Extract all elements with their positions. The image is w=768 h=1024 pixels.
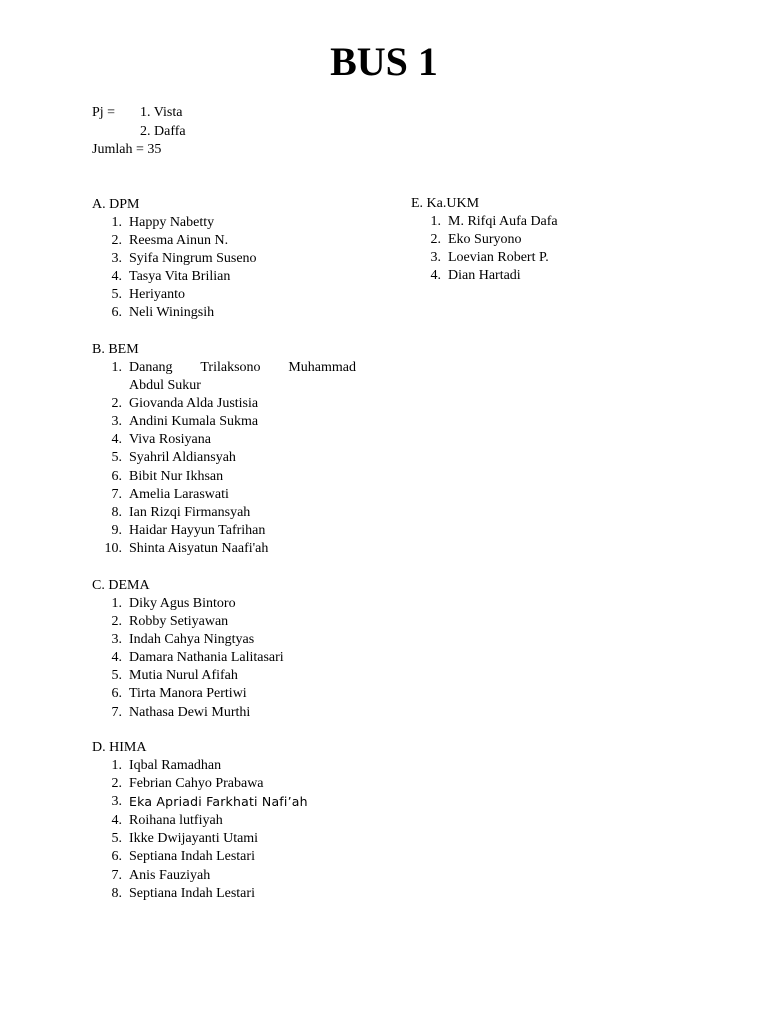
item-number: 1.: [111, 360, 122, 375]
item-name: Mutia Nurul Afifah: [129, 668, 238, 684]
item-name: Happy Nabetty: [129, 215, 215, 230]
item-name: Diky Agus Bintoro: [129, 596, 236, 611]
list-item: [411, 231, 558, 249]
item-number: 4.: [430, 268, 441, 284]
item-name: Andini Kumala Sukma: [129, 414, 259, 430]
item-name: Robby Setiyawan: [129, 614, 229, 630]
item-name: Shinta Aisyatun Naafi'ah: [129, 540, 269, 556]
item-number: 6.: [111, 686, 122, 702]
total-count: Jumlah = 35: [92, 142, 162, 157]
item-number: 1.: [111, 215, 122, 230]
name-list: [92, 757, 308, 903]
list-item: [92, 775, 308, 793]
item-name: Giovanda Alda Justisia: [129, 396, 259, 412]
list-item: [92, 812, 308, 830]
item-number: 5.: [111, 831, 122, 847]
item-number: 3.: [111, 414, 122, 430]
item-name: Loevian Robert P.: [448, 250, 549, 266]
item-number: 5.: [111, 287, 122, 303]
item-number: 5.: [111, 450, 122, 466]
list-item: [92, 613, 284, 631]
item-number: 7.: [111, 867, 122, 883]
item-name: Heriyanto: [129, 287, 185, 303]
list-item: [92, 793, 308, 812]
list-item: [92, 649, 284, 667]
item-name: Septiana Indah Lestari: [129, 885, 255, 901]
item-number: 4.: [111, 269, 122, 285]
item-name: Ian Rizqi Firmansyah: [129, 504, 251, 520]
list-item: [92, 250, 257, 268]
item-name: Viva Rosiyana: [129, 432, 211, 448]
list-item: [92, 268, 257, 286]
item-name: Damara Nathania Lalitasari: [129, 650, 284, 666]
list-item: [92, 595, 284, 613]
item-name: Anis Fauziyah: [129, 867, 211, 883]
list-item: [92, 449, 356, 467]
item-name: Dian Hartadi: [448, 268, 521, 284]
list-item: [92, 359, 356, 395]
item-number: 4.: [111, 650, 122, 666]
item-name: Bibit Nur Ikhsan: [129, 468, 224, 484]
item-number: 8.: [111, 504, 122, 520]
section-heading: E. Ka.UKM: [411, 196, 480, 211]
list-item: [92, 504, 356, 522]
item-name: Roihana lutfiyah: [129, 813, 223, 829]
item-name: Amelia Laraswati: [129, 486, 229, 502]
item-number: 2.: [111, 233, 122, 249]
item-number: 7.: [111, 486, 122, 502]
list-item: [92, 286, 257, 304]
section-heading: D. HIMA: [92, 740, 147, 755]
item-number: 6.: [111, 849, 122, 865]
item-number: 2.: [111, 614, 122, 630]
pj-item-1: 1. Vista: [140, 105, 183, 120]
section-bem: [92, 341, 356, 558]
section-heading: A. DPM: [92, 197, 140, 212]
item-name: Indah Cahya Ningtyas: [129, 632, 255, 648]
item-number: 3.: [111, 251, 122, 267]
list-item: [92, 685, 284, 703]
item-name: Reesma Ainun N.: [129, 233, 229, 249]
list-item: [92, 830, 308, 848]
list-item: [92, 867, 308, 885]
name-list: [92, 595, 284, 722]
item-number: 4.: [111, 432, 122, 448]
item-name: Haidar Hayyun Tafrihan: [129, 522, 266, 538]
item-number: 3.: [430, 250, 441, 266]
item-number: 7.: [111, 704, 122, 720]
list-item: [92, 214, 257, 232]
section-heading: B. BEM: [92, 342, 139, 357]
list-item: [92, 304, 257, 322]
section-ka-ukm: [411, 195, 558, 285]
item-name: Tirta Manora Pertiwi: [129, 686, 247, 702]
item-name-line: [129, 359, 356, 377]
item-number: 6.: [111, 305, 122, 321]
item-number: 10.: [104, 540, 122, 556]
list-item: [92, 885, 308, 903]
item-name: Nathasa Dewi Murthi: [129, 704, 251, 720]
name-list: [411, 213, 558, 285]
item-name: Eko Suryono: [448, 232, 522, 248]
section-hima: [92, 739, 308, 903]
pj-label: Pj =: [92, 105, 116, 120]
section-dema: [92, 577, 284, 722]
item-number: 2.: [111, 776, 122, 792]
item-name: M. Rifqi Aufa Dafa: [448, 214, 558, 229]
item-number: 1.: [430, 214, 441, 229]
list-item: [92, 522, 356, 540]
item-number: 1.: [111, 596, 122, 611]
name-list: [92, 214, 257, 323]
list-item: [92, 232, 257, 250]
list-item: [92, 468, 356, 486]
item-name: Ikke Dwijayanti Utami: [129, 831, 259, 847]
list-item: [92, 395, 356, 413]
list-item: [411, 267, 558, 285]
item-name: Neli Winingsih: [129, 305, 215, 321]
item-name-word: Trilaksono: [200, 360, 261, 375]
item-number: 3.: [111, 794, 122, 810]
item-name: Syahril Aldiansyah: [129, 450, 236, 466]
item-number: 6.: [111, 468, 122, 484]
list-item: [92, 667, 284, 685]
name-list: [92, 359, 356, 558]
section-heading: C. DEMA: [92, 578, 150, 593]
list-item: [92, 848, 308, 866]
item-name-word: Danang: [129, 360, 173, 375]
item-number: 9.: [111, 522, 122, 538]
item-number: 2.: [430, 232, 441, 248]
item-name: Septiana Indah Lestari: [129, 849, 255, 865]
item-name: Syifa Ningrum Suseno: [129, 251, 257, 267]
list-item: [92, 413, 356, 431]
item-number: 3.: [111, 632, 122, 648]
list-item: [92, 631, 284, 649]
item-name-word: Muhammad: [288, 360, 356, 375]
item-name: Febrian Cahyo Prabawa: [129, 776, 264, 792]
item-name: Eka Apriadi Farkhati Nafi’ah: [129, 794, 308, 810]
list-item: [92, 540, 356, 558]
list-item: [411, 249, 558, 267]
item-name: Tasya Vita Brilian: [129, 269, 231, 285]
item-number: 5.: [111, 668, 122, 684]
pj-item-2: 2. Daffa: [140, 124, 186, 139]
list-item: [92, 486, 356, 504]
list-item: [92, 431, 356, 449]
item-number: 1.: [111, 758, 122, 773]
item-name: Iqbal Ramadhan: [129, 758, 222, 773]
item-number: 8.: [111, 885, 122, 901]
list-item: [411, 213, 558, 231]
page-title: BUS 1: [330, 39, 438, 84]
item-number: 4.: [111, 813, 122, 829]
section-dpm: [92, 196, 257, 323]
item-name-continuation: Abdul Sukur: [129, 378, 201, 394]
item-number: 2.: [111, 396, 122, 412]
list-item: [92, 704, 284, 722]
list-item: [92, 757, 308, 775]
